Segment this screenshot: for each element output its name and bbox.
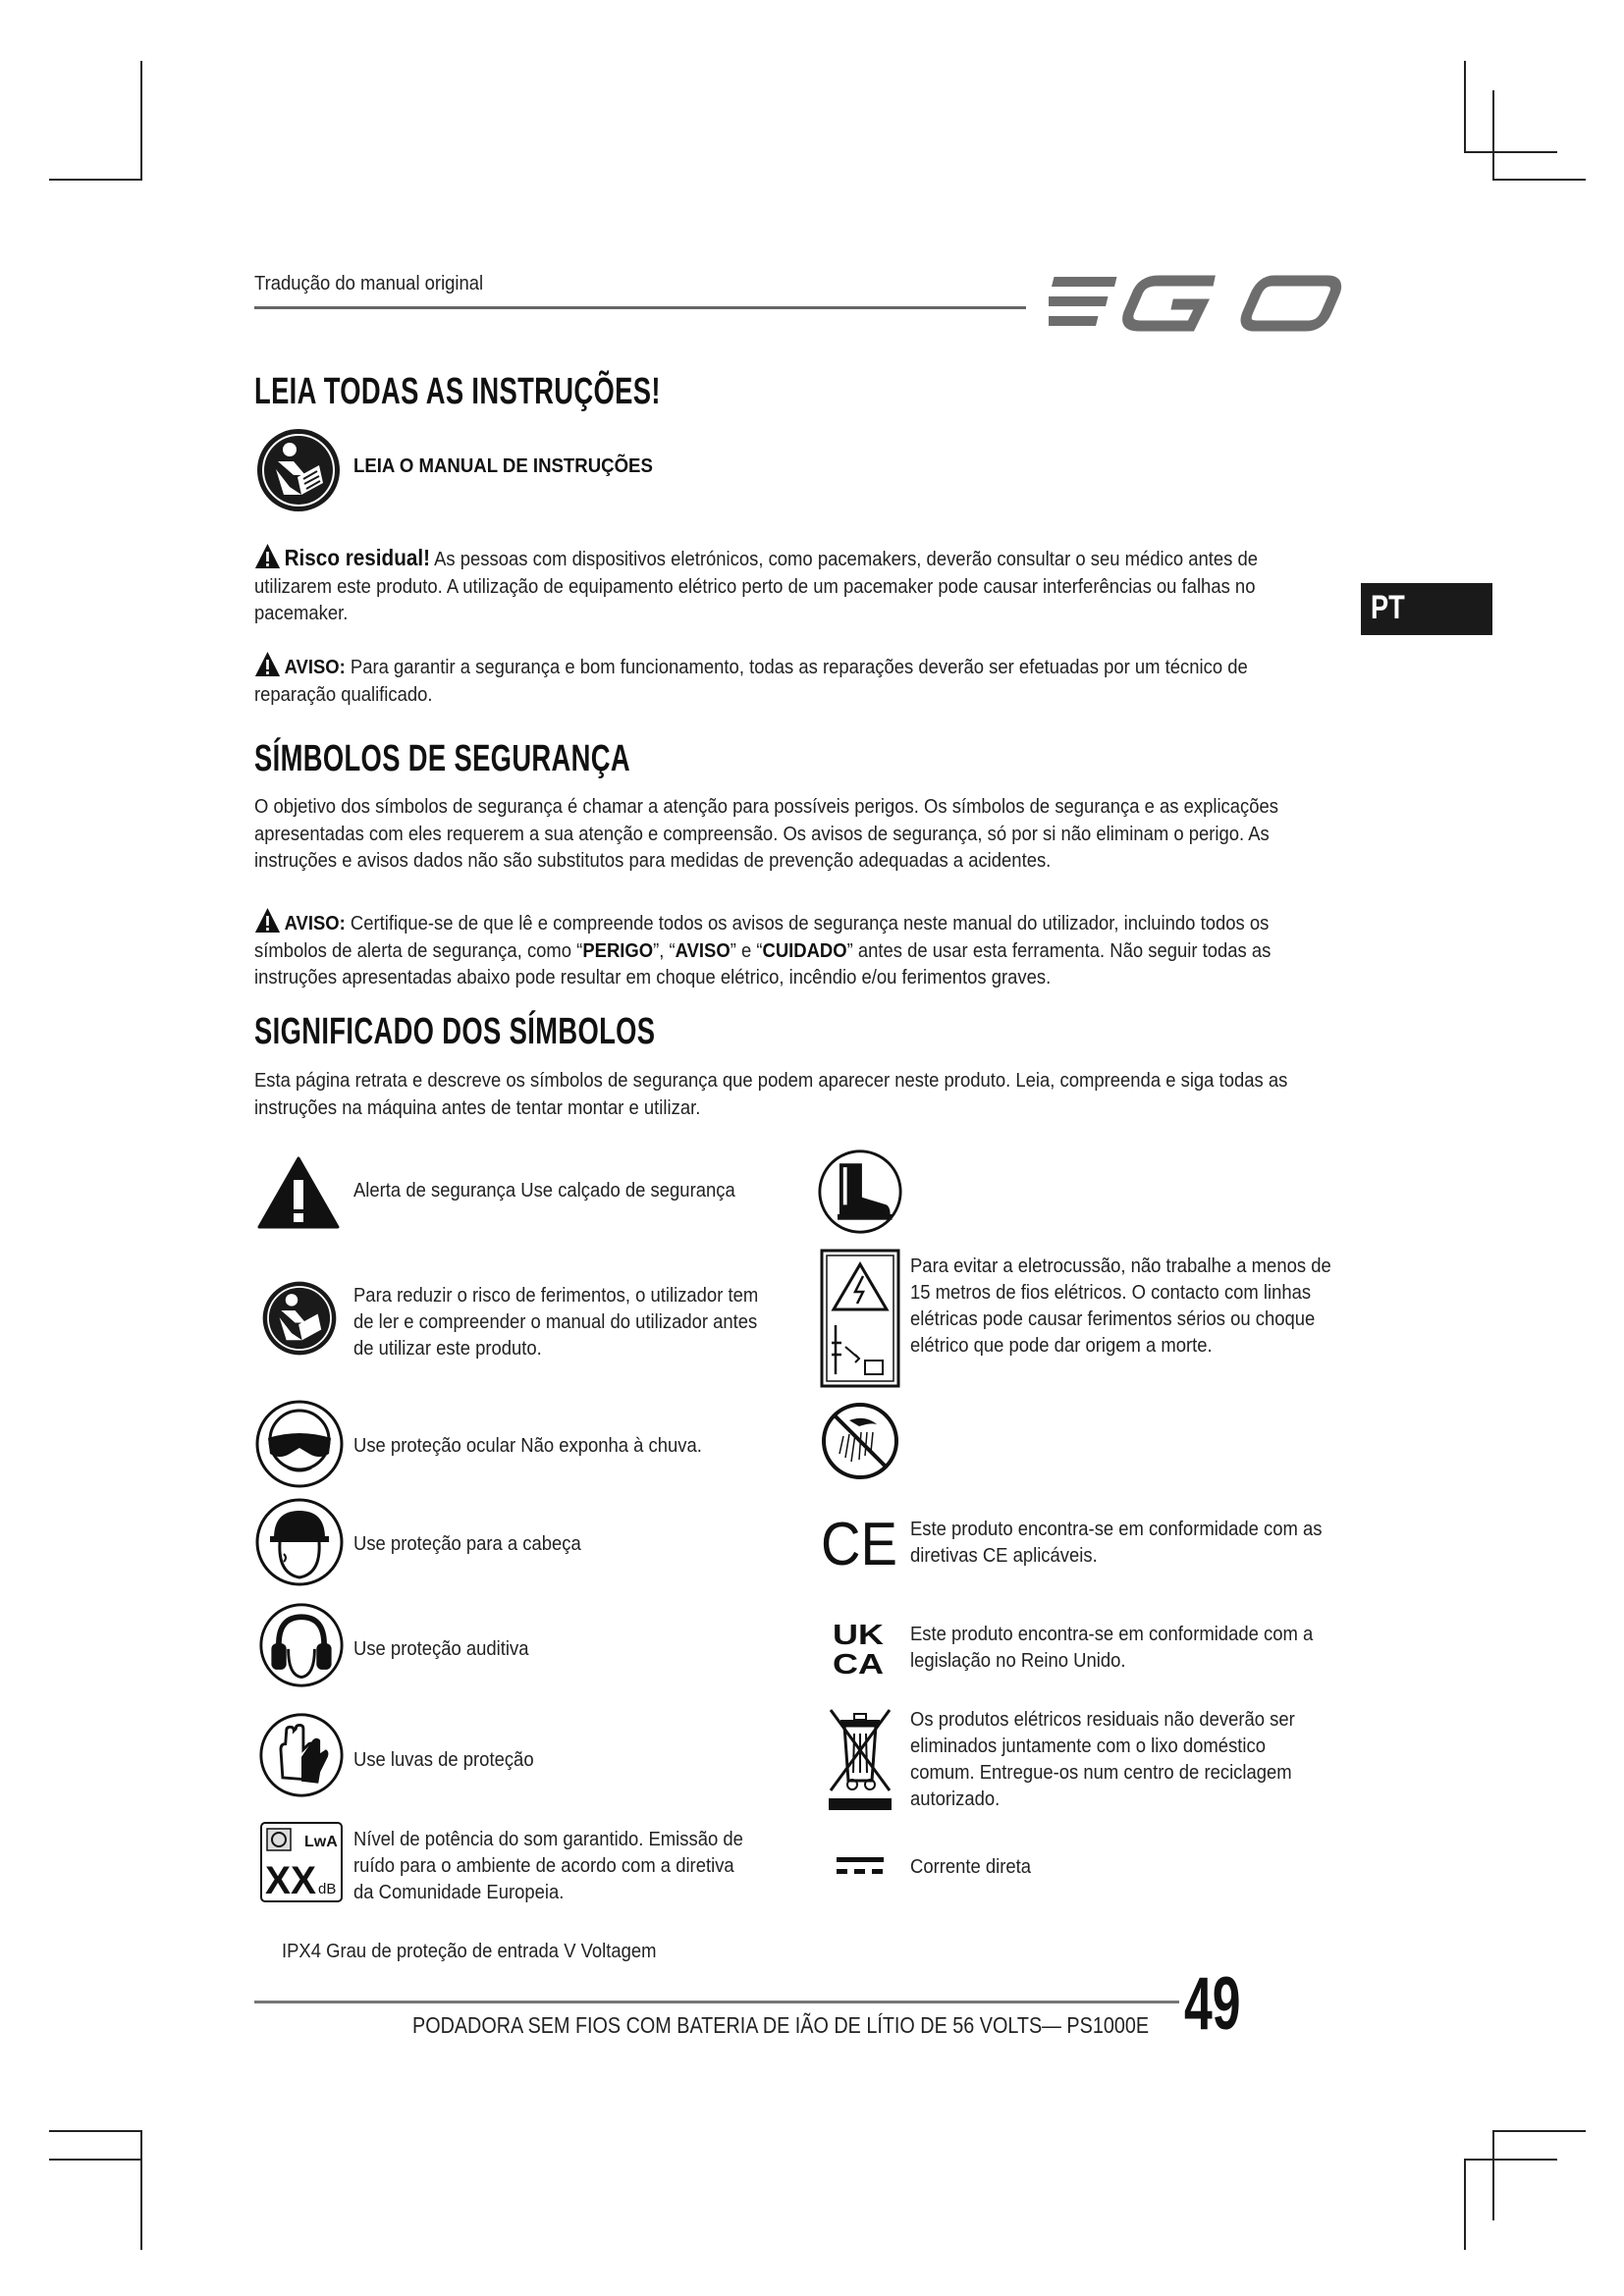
translation-note: Tradução do manual original (254, 272, 484, 294)
residual-risk-text: As pessoas com dispositivos eletrónicos, como pacemakers, deverão consultar o seu médico antes de utilizarem este produto. A utilização de equipamento elétrico perto de um pacemaker pode causar interferências ou falhas no pacemaker. (254, 548, 1259, 624)
symbol-text-eye-protection: Use proteção ocular Não exponha à chuva. (353, 1434, 702, 1457)
ear-protection-icon (258, 1602, 345, 1688)
crop-mark (1492, 2130, 1586, 2132)
weee-bin-icon (825, 1704, 895, 1812)
sound-lwa-label: LwA (304, 1834, 338, 1850)
ce-mark-label: CE (821, 1512, 897, 1571)
crop-mark (1464, 151, 1557, 153)
crop-mark (1492, 90, 1494, 181)
warning-read-text-a: Certifique-se de que lê e compreende todos os avisos de segurança neste manual do utilizador, incluindo todos os símbolos de alerta de segurança, como “ (254, 912, 1270, 962)
ipx4-voltage-line: IPX4 Grau de proteção de entrada V Voltagem (282, 1940, 657, 1962)
safety-symbols-text: O objetivo dos símbolos de segurança é chamar a atenção para possíveis perigos. Os símbolos de segurança e as explicações apresentadas com eles requerem a sua atenção e compreensão. Os avisos de segurança, só por si não eliminam o perigo. As instruções e avisos dados não são substitutos para medidas de prevenção adequadas a acidentes. (254, 795, 1279, 872)
symbol-text-direct-current: Corrente direta (910, 1855, 1032, 1878)
gloves-icon (258, 1712, 345, 1798)
separator: ” e “ (730, 938, 763, 962)
symbol-text-power-lines: Para evitar a eletrocussão, não trabalhe a menos de 15 metros de fios elétricos. O contacto com linhas elétricas pode causar ferimentos sérios ou choque elétrico que pode dar origem a morte. (910, 1255, 1331, 1357)
symbol-text-weee: Os produtos elétricos residuais não deverão ser eliminados juntamente com o lixo doméstico comum. Entregue-os num centro de reciclagem autorizado. (910, 1708, 1295, 1810)
cuidado-word: CUIDADO (762, 938, 847, 962)
crop-mark (1492, 179, 1586, 181)
symbol-text-read-manual: Para reduzir o risco de ferimentos, o utilizador tem de ler e compreender o manual do utilizador antes de utilizar este produto. (353, 1284, 759, 1360)
crop-mark (1464, 2159, 1466, 2250)
safety-boots-icon (817, 1148, 903, 1235)
direct-current-icon (837, 1855, 884, 1877)
symbol-text-head-protection: Use proteção para a cabeça (353, 1532, 581, 1555)
crop-mark (49, 179, 142, 181)
footer-product-title: PODADORA SEM FIOS COM BATERIA DE IÃO DE LÍTIO DE 56 VOLTS— PS1000E (412, 2012, 1150, 2038)
ca-mark-label: CA (833, 1649, 885, 1676)
sound-db-label: dB (318, 1881, 337, 1897)
ukca-mark-icon (833, 1619, 888, 1676)
symbol-text-gloves: Use luvas de proteção (353, 1748, 534, 1771)
sound-xx-label: XX (265, 1859, 317, 1902)
footer-rule (254, 2001, 1179, 2003)
symbol-text-ukca: Este produto encontra-se em conformidade com a legislação no Reino Unido. (910, 1623, 1314, 1672)
warning-repairs-paragraph (254, 651, 1322, 708)
warning-triangle-icon (254, 907, 281, 934)
ego-logo (1049, 275, 1343, 334)
aviso-word: AVISO (675, 938, 731, 962)
header-rule (254, 306, 1026, 309)
read-manual-icon (260, 1279, 339, 1358)
symbol-text-ce: Este produto encontra-se em conformidade com as diretivas CE aplicáveis. (910, 1518, 1323, 1567)
meaning-text: Esta página retrata e descreve os símbolos de segurança que podem aparecer neste produto. Leia, compreenda e siga todas as instruções na máquina antes de tentar montar e utilizar. (254, 1069, 1288, 1119)
warning-triangle-icon (257, 1156, 340, 1229)
warning-label: AVISO: (284, 912, 346, 934)
power-lines-icon (820, 1249, 900, 1388)
sound-power-icon (259, 1821, 344, 1903)
symbol-text-ear-protection: Use proteção auditiva (353, 1637, 529, 1660)
residual-risk-label: Risco residual! (284, 545, 431, 570)
uk-mark-label: UK (833, 1620, 885, 1651)
crop-mark (49, 2159, 140, 2161)
warning-label: AVISO: (284, 656, 346, 678)
symbol-text-sound-power: Nível de potência do som garantido. Emissão de ruído para o ambiente de acordo com a diretiva da Comunidade Europeia. (353, 1828, 743, 1903)
read-manual-label: LEIA O MANUAL DE INSTRUÇÕES (353, 455, 653, 477)
symbol-text-safety-alert: Alerta de segurança Use calçado de segurança (353, 1179, 735, 1201)
warning-triangle-icon (254, 543, 281, 569)
warning-read-text-b: ” antes de usar esta ferramenta. Não seguir todas as instruções apresentadas abaixo pode resultar em choque elétrico, incêndio e/ou ferimentos graves. (254, 938, 1272, 988)
crop-mark (1464, 2159, 1557, 2161)
warning-repairs-text: Para garantir a segurança e bom funcionamento, todas as reparações deverão ser efetuadas por um técnico de reparação qualificado. (254, 656, 1248, 706)
residual-risk-paragraph (254, 543, 1322, 627)
warning-read-paragraph (254, 907, 1322, 991)
read-manual-icon (254, 426, 343, 514)
meaning-heading: SIGNIFICADO DOS SÍMBOLOS (254, 1011, 656, 1052)
separator: ”, “ (653, 938, 676, 962)
language-tab (1361, 583, 1492, 635)
warning-triangle-icon (254, 651, 281, 677)
safety-symbols-heading: SÍMBOLOS DE SEGURANÇA (254, 738, 631, 779)
language-tab-label: PT (1371, 589, 1405, 626)
head-protection-icon (254, 1497, 345, 1587)
crop-mark (1492, 2130, 1494, 2220)
eye-protection-icon (254, 1399, 345, 1489)
page-number: 49 (1184, 1962, 1241, 2046)
perigo-word: PERIGO (582, 938, 654, 962)
crop-mark (1464, 61, 1466, 153)
crop-mark (49, 2130, 142, 2132)
ce-mark-icon (821, 1512, 899, 1571)
read-all-heading: LEIA TODAS AS INSTRUÇÕES! (254, 371, 661, 412)
crop-mark (140, 61, 142, 181)
crop-mark (140, 2130, 142, 2250)
no-rain-icon (820, 1401, 900, 1481)
